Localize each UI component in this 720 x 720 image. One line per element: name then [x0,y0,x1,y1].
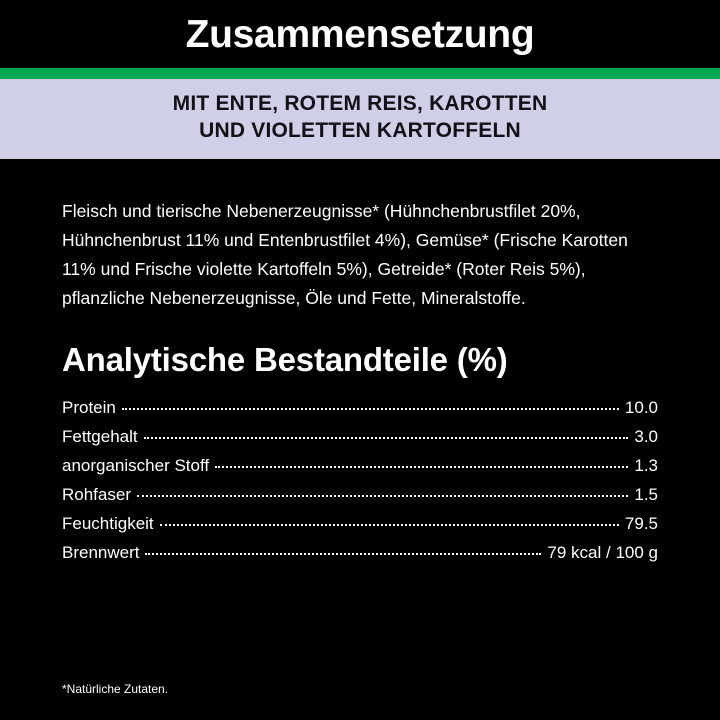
row-label: Feuchtigkeit [62,513,154,533]
leader-dots [144,436,629,439]
row-value: 3.0 [634,426,658,446]
ingredients-text: Fleisch und tierische Nebenerzeugnisse* (Hühnchenbrustfilet 20%, Hühnchenbrust 11% und Entenbrustfilet 4%), Gemüse* (Frische Karotten 11% und Frische violette Kartoffeln 5%), Getreide* (Roter Reis 5%), pflanzliche Nebenerzeugnisse, Öle und Fette, Mineralstoffe. [62,200,628,308]
footnote: *Natürliche Zutaten. [62,682,169,696]
variant-band [0,79,720,159]
variant-line-1: MIT ENTE, ROTEM REIS, KAROTTEN [172,92,548,115]
page-title: Zusammensetzung [185,12,535,56]
table-row [62,538,658,567]
variant-line-2: UND VIOLETTEN KARTOFFELN [199,118,521,142]
title-bar [0,0,720,68]
row-value: 79.5 [624,513,658,533]
table-row [62,451,658,480]
row-label: anorganischer Stoff [62,455,210,475]
leader-dots [137,494,628,497]
table-row [62,480,658,509]
row-label: Rohfaser [62,484,131,504]
table-row [62,393,658,422]
leader-dots [145,552,541,555]
row-value: 79 kcal / 100 g [547,542,658,562]
table-row [62,422,658,451]
table-row [62,509,658,538]
row-value: 10.0 [624,397,658,417]
analytical-constituents-section [62,341,658,567]
row-label: Brennwert [62,542,140,562]
row-label: Fettgehalt [62,426,138,446]
accent-divider [0,68,720,79]
leader-dots [160,523,619,526]
row-label: Protein [62,397,116,417]
leader-dots [122,407,619,410]
leader-dots [215,465,628,468]
row-value: 1.5 [634,484,658,504]
analytical-constituents-title: Analytische Bestandteile (%) [62,340,508,378]
row-value: 1.3 [634,455,658,475]
